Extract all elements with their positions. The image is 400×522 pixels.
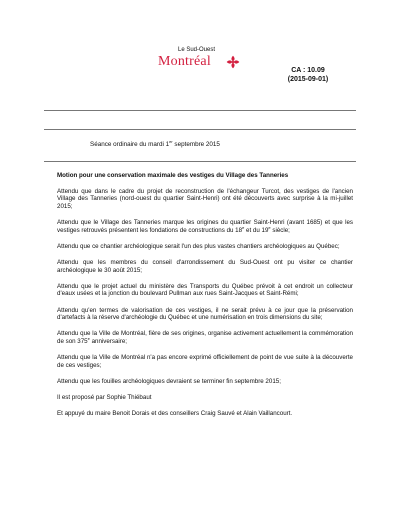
whereas-paragraph: Attendu que ce chantier archéologique serait l'un des plus vastes chantiers archéologiques au Québec; (57, 242, 340, 250)
session-text-end: septembre 2015 (172, 141, 220, 148)
para-text: Attendu que le Village des Tanneries marque les origines du quartier Saint-Henri (avant 1685) et que les vestiges retrouvés présentent les fondations de constructions du 18 (57, 218, 353, 234)
session-sup: er (169, 139, 173, 144)
motion-body (57, 172, 353, 426)
session-heading (90, 141, 220, 148)
para-text: anniversaire; (89, 337, 128, 345)
whereas-paragraph: Attendu qu'en termes de valorisation de ces vestiges, il ne serait prévu à ce jour que la préservation d'artefacts à la réserve d'archéologie du Québec et une numérisation en trois dimensions du site; (57, 306, 353, 322)
motion-title: Motion pour une conservation maximale des vestiges du Village des Tanneries (57, 172, 289, 179)
ca-date: (2015-09-01) (287, 76, 329, 83)
divider (44, 110, 356, 111)
divider (44, 161, 356, 162)
whereas-paragraph: Attendu que la Ville de Montréal n'a pas encore exprimé officiellement de point de vue suite à la découverte de ces vestiges; (57, 354, 353, 369)
logo-city-name: Montréal (158, 54, 211, 69)
ca-number: CA : 10.09 (291, 67, 325, 74)
para-text: et du 19 (244, 226, 269, 234)
whereas-paragraph: Attendu que les membres du conseil d'arrondissement du Sud-Ouest ont pu visiter ce chantier archéologique le 30 août 2015; (57, 258, 353, 274)
para-text: siècle; (270, 226, 290, 234)
logo-borough-name: Le Sud-Ouest (178, 47, 216, 53)
montreal-rose-icon (226, 55, 240, 69)
whereas-paragraph (57, 219, 353, 234)
whereas-paragraph: Attendu que le projet actuel du ministère des Transports du Québec prévoit à cet endroit un collecteur d'eaux usées et la jonction du boulevard Pullman aux rues Saint-Jacques et Saint-Rémi; (57, 282, 353, 298)
session-text: Séance ordinaire du mardi 1 (90, 141, 170, 148)
resolution-reference (268, 66, 348, 84)
whereas-paragraph: Attendu que dans le cadre du projet de reconstruction de l'échangeur Turcot, des vestiges de l'ancien Village des Tanneries (nord-ouest du quartier Saint-Henri) ont été découverts avec surprise à la mi-juillet 2015; (57, 187, 353, 210)
para-sup: e (268, 224, 271, 230)
para-sup: e (242, 224, 245, 230)
proposed-by: Il est proposé par Sophie Thiébaut (57, 394, 152, 402)
montreal-logo (158, 47, 248, 81)
whereas-paragraph (57, 330, 353, 345)
divider (44, 129, 356, 130)
whereas-paragraph: Attendu que les fouilles archéologiques devraient se terminer fin septembre 2015; (57, 377, 281, 385)
para-sup: e (87, 335, 90, 341)
seconded-by: Et appuyé du maire Benoit Dorais et des conseillers Craig Sauvé et Alain Vaillancourt. (57, 410, 293, 418)
para-text: Attendu que la Ville de Montréal, fière de ses origines, organise activement actuellement la commémoration de son 375 (57, 330, 353, 345)
